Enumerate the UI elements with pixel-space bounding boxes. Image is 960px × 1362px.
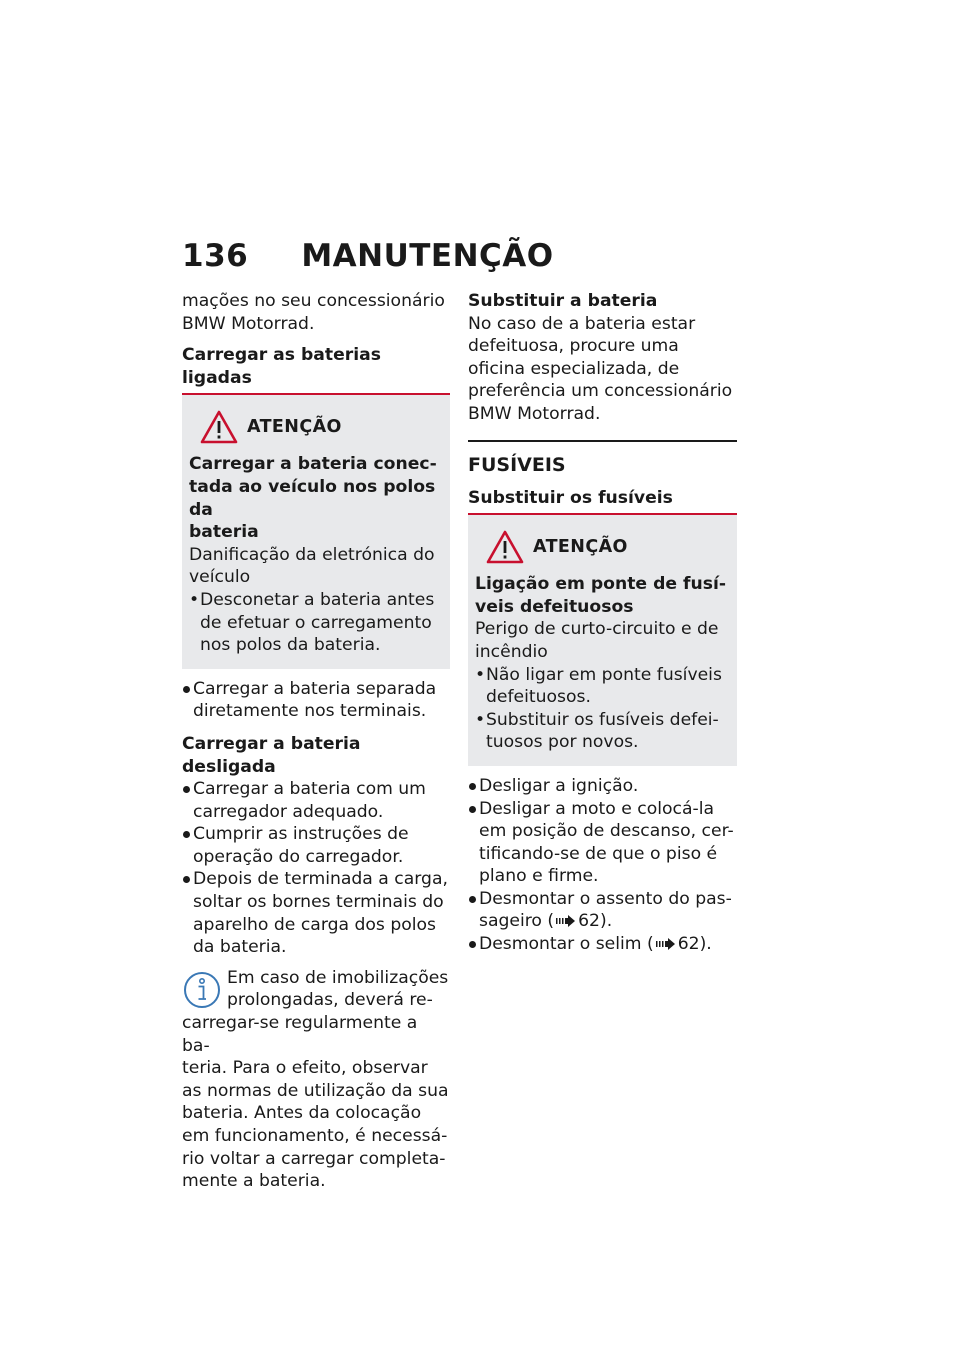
section-title-charging-disconnected: Carregar a bateria desligada: [182, 733, 361, 777]
section-title-charging-connected: Carregar as baterias ligadas: [182, 345, 381, 388]
warning-box: [468, 515, 737, 766]
chapter-heading: MANUTENÇÃO: [301, 238, 554, 274]
page-reference[interactable]: 62: [677, 934, 700, 955]
page-reference-arrow-icon: [556, 915, 576, 927]
info-note: Em caso de imobilizações prolongadas, deverá re- carregar-se regularmente a ba- teria. Para o efeito, observar as normas de utilização da sua bateria. Antes da colocação em funcionamento, é necessá- rio voltar a carregar completa- mente a bateria.: [182, 967, 449, 1192]
warning-triangle-icon: [200, 410, 238, 444]
warning-label: ATENÇÃO: [533, 537, 628, 558]
warning-instruction: • Desconetar a bateria antes de efetuar o carregamento nos polos da bateria.: [189, 589, 443, 657]
page-reference[interactable]: 62: [578, 911, 600, 932]
page-reference-arrow-icon: [656, 938, 676, 950]
right-column: [468, 290, 737, 956]
warning-instruction: • Não ligar em ponte fusíveis defeituosos.: [475, 664, 730, 709]
list-item: Desligar a ignição.: [468, 775, 737, 798]
page-number: 136: [182, 238, 249, 274]
left-column: [182, 290, 450, 1193]
list-item: Carregar a bateria com um carregador adequado.: [182, 778, 450, 823]
replace-battery-text: No caso de a bateria estar defeituosa, procure uma oficina especializada, de preferência um concessionário BMW Motorrad.: [468, 313, 733, 424]
continued-text: mações no seu concessionário BMW Motorrad.: [182, 291, 445, 334]
list-item: Cumprir as instruções de operação do carregador.: [182, 823, 450, 868]
list-item: Depois de terminada a carga, soltar os bornes terminais do aparelho de carga dos polos da bateria.: [182, 868, 450, 958]
chapter-title-fuses: FUSÍVEIS: [468, 453, 566, 476]
chapter-divider: [468, 440, 737, 442]
warning-heading: Carregar a bateria conec- tada ao veículo nos polos da bateria: [189, 454, 437, 543]
list-item: Carregar a bateria separada diretamente nos terminais.: [182, 678, 450, 723]
section-title-replace-fuses: Substituir os fusíveis: [468, 487, 673, 508]
warning-cause: Danificação da eletrónica do veículo: [189, 544, 435, 588]
list-item: Desligar a moto e colocá-la em posição de descanso, cer- tificando-se de que o piso é plano e firme.: [468, 798, 737, 888]
warning-heading: Ligação em ponte de fusí- veis defeituosos: [475, 574, 726, 617]
page-header: [182, 238, 554, 274]
warning-box: [182, 395, 450, 668]
warning-cause: Perigo de curto-circuito e de incêndio: [475, 619, 719, 662]
list-item: Desmontar o assento do pas- sageiro ( 62).: [468, 888, 737, 933]
warning-triangle-icon: [486, 530, 524, 564]
info-icon: [182, 970, 222, 1010]
warning-instruction: • Substituir os fusíveis defei- tuosos por novos.: [475, 709, 730, 754]
section-title-replace-battery: Substituir a bateria: [468, 291, 658, 311]
warning-label: ATENÇÃO: [247, 417, 342, 438]
list-item: Desmontar o selim ( 62).: [468, 933, 737, 956]
